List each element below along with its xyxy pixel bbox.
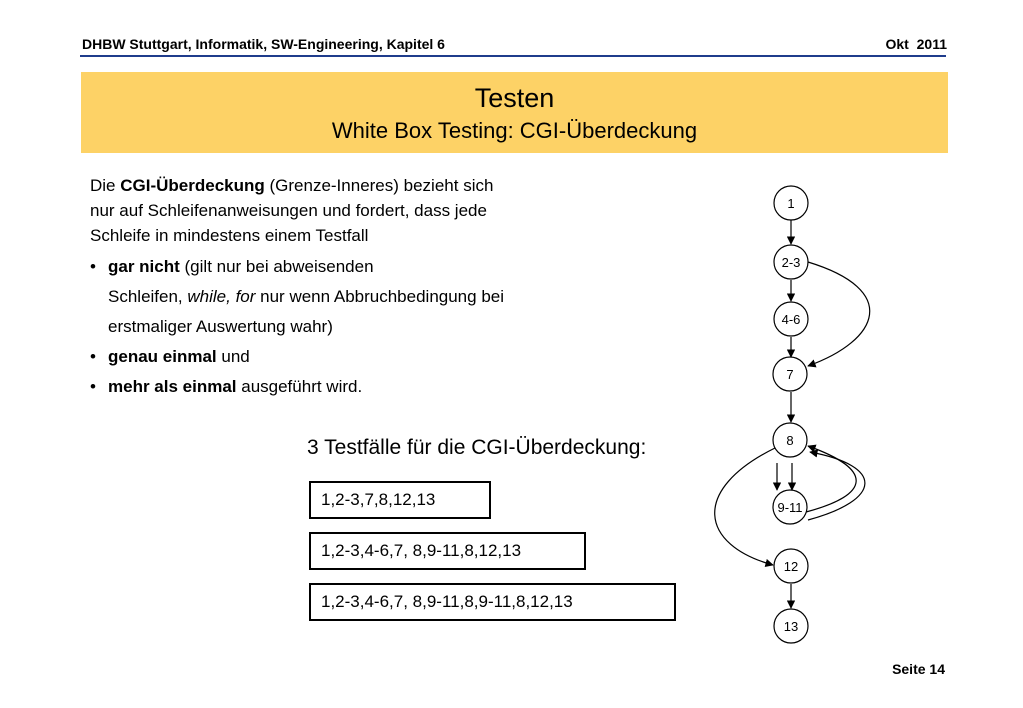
testcase-box-1: 1,2-3,7,8,12,13 [309, 481, 491, 519]
svg-text:13: 13 [783, 619, 799, 634]
bullet-marker-3: • [90, 377, 96, 396]
bullet-2-bold: genau einmal [108, 347, 217, 366]
bullet-3-rest: ausgeführt wird. [236, 377, 363, 396]
edge-9-11-to-8-b [808, 452, 865, 520]
testcases-heading: 3 Testfälle für die CGI-Überdeckung: [307, 436, 647, 459]
slide-subtitle: White Box Testing: CGI-Überdeckung [331, 118, 698, 143]
svg-text:4-6: 4-6 [781, 312, 801, 327]
edge-8-to-12 [715, 448, 775, 565]
svg-text:9-11: 9-11 [777, 500, 803, 515]
svg-text:7: 7 [786, 367, 794, 382]
edge-2-3-to-7 [808, 262, 870, 366]
bullet-1-bold: gar nicht [108, 257, 180, 276]
graph-node-12 [774, 549, 808, 583]
graph-node-1 [774, 186, 808, 220]
edge-9-11-to-8-a [806, 446, 856, 512]
bullet-marker-2: • [90, 347, 96, 366]
bullet-2-rest: und [216, 347, 250, 366]
page-number: Seite 14 [892, 661, 945, 677]
intro-line-1-rest: (Grenze-Inneres) bezieht sich [264, 176, 494, 195]
svg-text:1: 1 [787, 196, 795, 211]
graph-node-7 [773, 357, 807, 391]
svg-text:12: 12 [783, 559, 799, 574]
svg-text:8: 8 [786, 433, 794, 448]
bullet-3-bold: mehr als einmal [108, 377, 237, 396]
bullet-1-rest: (gilt nur bei abweisenden [179, 257, 374, 276]
header-course-title: DHBW Stuttgart, Informatik, SW-Engineering, Kapitel 6 [82, 36, 445, 52]
bullet-1-keywords: while, for [187, 287, 256, 306]
bullet-marker-1: • [90, 257, 96, 276]
graph-node-9-11 [773, 490, 807, 524]
bullet-1-line-3: erstmaliger Auswertung wahr) [108, 317, 333, 336]
testcase-box-2: 1,2-3,4-6,7, 8,9-11,8,12,13 [309, 532, 586, 570]
svg-text:2-3: 2-3 [781, 255, 801, 270]
graph-node-4-6 [774, 302, 808, 336]
graph-node-13 [774, 609, 808, 643]
intro-term: CGI-Überdeckung [120, 176, 265, 195]
intro-line-3: Schleife in mindestens einem Testfall [90, 226, 369, 245]
header-date: Okt 2011 [885, 36, 947, 52]
graph-node-2-3 [774, 245, 808, 279]
testcase-box-3: 1,2-3,4-6,7, 8,9-11,8,9-11,8,12,13 [309, 583, 676, 621]
slide-title: Testen [474, 83, 555, 113]
intro-line-2: nur auf Schleifenanweisungen und fordert, dass jede [90, 201, 487, 220]
intro-prefix: Die [90, 176, 121, 195]
bullet-1-line-2-rest: nur wenn Abbruchbedingung bei [255, 287, 505, 306]
bullet-1-line-2-prefix: Schleifen, [108, 287, 188, 306]
graph-node-8 [773, 423, 807, 457]
